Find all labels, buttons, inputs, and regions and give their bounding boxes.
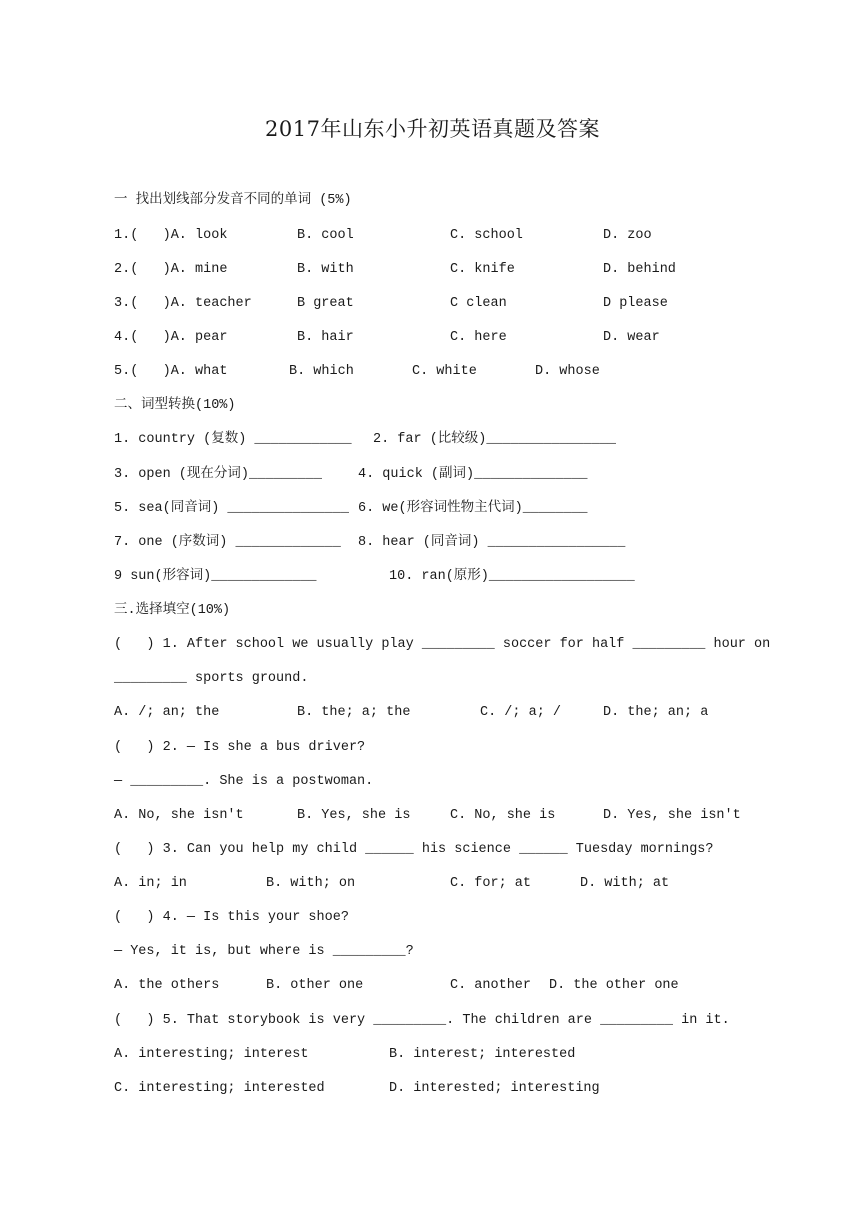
word-form-item-4: 4. quick (副词)______________ [358, 467, 588, 482]
question-4-option-a: 4.( )A. pear [114, 330, 228, 345]
word-form-row-5 [114, 567, 635, 587]
question-1-option-a: 1.( )A. look [114, 228, 228, 243]
mc-q4-option-c: C. another [450, 978, 532, 993]
word-form-row-2 [114, 465, 588, 485]
question-5-option-b: B. which [289, 364, 354, 379]
question-3-option-b: B great [297, 296, 354, 311]
word-form-item-10: 10. ran(原形)__________________ [389, 569, 635, 584]
mc-q5-option-c: C. interesting; interested [114, 1081, 325, 1096]
question-4-option-b: B. hair [297, 330, 354, 345]
question-2 [114, 260, 694, 280]
question-1-option-b: B. cool [297, 228, 354, 243]
mc-q4-option-d: D. the other one [549, 978, 679, 993]
section2-heading: 二、词型转换(10%) [114, 398, 236, 413]
mc-question-5-options-row1 [114, 1045, 574, 1065]
word-form-item-3: 3. open (现在分词)_________ [114, 467, 322, 482]
mc-question-1-options [114, 703, 709, 723]
question-3-option-a: 3.( )A. teacher [114, 296, 252, 311]
mc-question-5-options-row2 [114, 1079, 600, 1099]
mc-question-1-stem-cont: _________ sports ground. [114, 671, 309, 686]
question-2-option-c: C. knife [450, 262, 515, 277]
question-2-option-b: B. with [297, 262, 354, 277]
mc-question-2-options [114, 806, 739, 826]
mc-question-1-stem: ( ) 1. After school we usually play _________ soccer for half _________ hour on [114, 637, 771, 652]
question-1 [114, 226, 674, 246]
question-3 [114, 294, 694, 314]
question-5 [114, 362, 614, 382]
mc-q1-option-b: B. the; a; the [297, 705, 411, 720]
question-1-option-c: C. school [450, 228, 523, 243]
word-form-row-1 [114, 430, 617, 450]
word-form-item-5: 5. sea(同音词) _______________ [114, 501, 349, 516]
mc-q3-option-d: D. with; at [580, 876, 670, 891]
question-2-option-a: 2.( )A. mine [114, 262, 228, 277]
mc-q5-option-a: A. interesting; interest [114, 1047, 309, 1062]
mc-question-2-stem-cont: — _________. She is a postwoman. [114, 774, 374, 789]
word-form-item-2: 2. far (比较级)________________ [373, 432, 617, 447]
word-form-item-7: 7. one (序数词) _____________ [114, 535, 341, 550]
mc-q1-option-a: A. /; an; the [114, 705, 220, 720]
mc-question-3-stem: ( ) 3. Can you help my child ______ his science ______ Tuesday mornings? [114, 842, 714, 857]
section1-heading: 一 找出划线部分发音不同的单词 (5%) [114, 193, 352, 208]
mc-q4-option-b: B. other one [266, 978, 364, 993]
mc-q2-option-c: C. No, she is [450, 808, 556, 823]
mc-q2-option-d: D. Yes, she isn't [603, 808, 741, 823]
word-form-item-8: 8. hear (同音词) _________________ [358, 535, 626, 550]
mc-q5-option-b: B. interest; interested [389, 1047, 576, 1062]
question-5-option-c: C. white [412, 364, 477, 379]
question-4-option-c: C. here [450, 330, 507, 345]
mc-q3-option-a: A. in; in [114, 876, 187, 891]
page-title: 2017年山东小升初英语真题及答案 [265, 117, 600, 141]
question-3-option-d: D please [603, 296, 668, 311]
question-1-option-d: D. zoo [603, 228, 652, 243]
question-4-option-d: D. wear [603, 330, 660, 345]
mc-question-5-stem: ( ) 5. That storybook is very _________. The children are _________ in it. [114, 1013, 730, 1028]
word-form-item-1: 1. country (复数) ____________ [114, 432, 352, 447]
section3-heading: 三.选择填空(10%) [114, 603, 231, 618]
mc-question-4-stem-cont: — Yes, it is, but where is _________? [114, 944, 414, 959]
question-5-option-d: D. whose [535, 364, 600, 379]
word-form-row-3 [114, 499, 599, 519]
question-2-option-d: D. behind [603, 262, 676, 277]
word-form-row-4 [114, 533, 626, 553]
mc-question-3-options [114, 874, 674, 894]
word-form-item-6: 6. we(形容词性物主代词)________ [358, 501, 588, 516]
mc-question-4-stem: ( ) 4. — Is this your shoe? [114, 910, 349, 925]
mc-q1-option-d: D. the; an; a [603, 705, 709, 720]
mc-question-4-options [114, 976, 679, 996]
question-5-option-a: 5.( )A. what [114, 364, 228, 379]
mc-q2-option-a: A. No, she isn't [114, 808, 244, 823]
question-3-option-c: C clean [450, 296, 507, 311]
mc-question-2-stem: ( ) 2. — Is she a bus driver? [114, 740, 366, 755]
mc-q5-option-d: D. interested; interesting [389, 1081, 600, 1096]
mc-q2-option-b: B. Yes, she is [297, 808, 411, 823]
word-form-item-9: 9 sun(形容词)_____________ [114, 569, 317, 584]
mc-q4-option-a: A. the others [114, 978, 220, 993]
mc-q3-option-b: B. with; on [266, 876, 356, 891]
mc-q1-option-c: C. /; a; / [480, 705, 562, 720]
question-4 [114, 328, 674, 348]
mc-q3-option-c: C. for; at [450, 876, 532, 891]
